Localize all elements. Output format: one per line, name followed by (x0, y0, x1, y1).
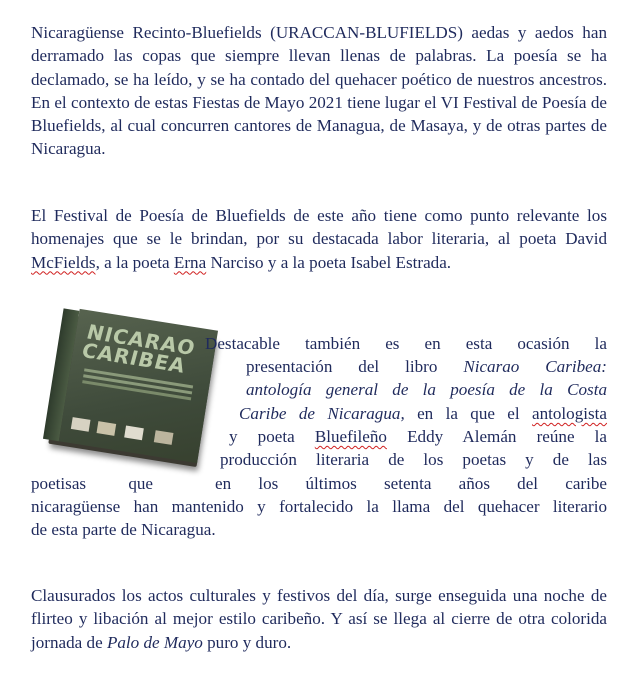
text-segment: , a la poeta (95, 252, 174, 272)
spellcheck-word-mcfields[interactable]: McFields (31, 252, 96, 272)
text-segment: presentación del libro (246, 357, 464, 376)
publisher-logo (97, 421, 117, 436)
publisher-logo (154, 430, 174, 445)
text-segment: Clausurados los actos culturales y festivos del día, surge enseguida una noche de flirteo y libación al mejor estilo caribeño. Y así se llega al cierre de otra colorida jornada de (31, 586, 607, 652)
spellcheck-word-antologista[interactable]: antologista (532, 404, 608, 423)
text-line (246, 355, 607, 378)
text-segment: en la que el (404, 404, 532, 423)
italic-palo-de-mayo: Palo de Mayo (106, 632, 203, 652)
text-line: poetisas que (31, 474, 153, 493)
text-line: producción literaria de los poetas y de las (220, 450, 607, 469)
spellcheck-word-bluefileno[interactable]: Bluefileño (314, 427, 387, 446)
text-line (229, 425, 607, 448)
spellcheck-word-erna[interactable]: Erna (173, 252, 207, 272)
text-segment: Narciso y a la poeta Isabel Estrada. (206, 252, 452, 272)
text-line: Destacable también es en esta ocasión la (205, 334, 607, 353)
text-segment: Eddy Alemán reúne la (386, 427, 607, 446)
paragraph-clausura (31, 584, 607, 654)
paragraph-festival-intro: Nicaragüense Recinto-Bluefields (URACCAN-BLUFIELDS) aedas y aedos han derramado las copas que siempre llevan llenas de palabras. La poesía se ha declamado, se ha leído, y se ha contado del quehacer poético de nuestros ancestros. En el contexto de estas Fiestas de Mayo 2021 tiene lugar el VI Festival de Poesía de Bluefields, al cual concurren cantores de Managua, de Masaya, y de otras partes de Nicaragua. (31, 23, 607, 159)
book-front-cover (59, 309, 218, 463)
book-publisher-logos (71, 417, 192, 450)
text-line: nicaragüense han mantenido y fortalecido la llama del quehacer literario (31, 497, 607, 516)
book-title-italic: antología general de la poesía de la Costa (246, 380, 607, 399)
book-title-italic: Caribe de Nicaragua, (239, 404, 405, 423)
text-line: en los últimos setenta años del caribe (215, 474, 607, 493)
text-line (246, 378, 607, 401)
text-segment: El Festival de Poesía de Bluefields de este año tiene como punto relevante los homenajes que se le brindan, por su destacada labor literaria, al poeta David (31, 206, 607, 249)
book-title-italic: Nicarao Caribea: (463, 357, 607, 376)
book-title: NICARAO CARIBEA (79, 319, 199, 378)
text-segment: puro y duro. (202, 632, 292, 652)
text-line: de esta parte de Nicaragua. (31, 520, 216, 539)
publisher-logo (124, 426, 144, 441)
publisher-logo (71, 417, 91, 432)
book-cover-image (42, 306, 222, 469)
text-line (239, 402, 607, 425)
text-segment: y poeta (229, 427, 315, 446)
paragraph-homenajes (31, 204, 607, 274)
